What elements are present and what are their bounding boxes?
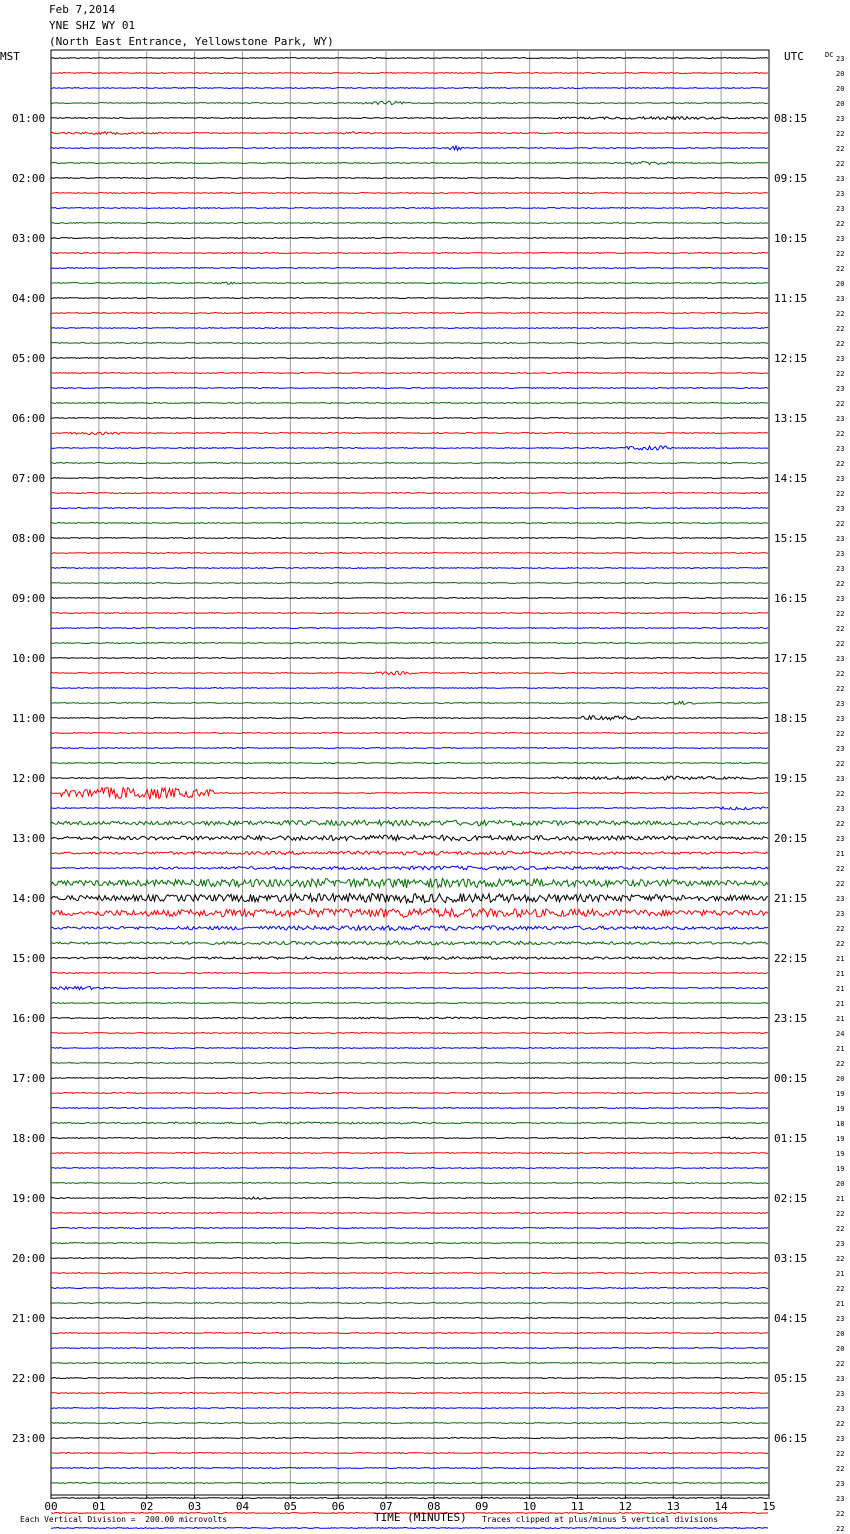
dc-value: 21 <box>836 1000 845 1008</box>
right-hour-label: 17:15 <box>774 652 808 665</box>
trace-line <box>51 688 768 689</box>
x-tick-label: 02 <box>140 1500 154 1513</box>
right-hour-label: 11:15 <box>774 292 808 305</box>
dc-value: 22 <box>836 160 845 168</box>
x-tick-label: 00 <box>44 1500 58 1513</box>
trace-group <box>51 58 768 1534</box>
dc-value: 23 <box>836 595 845 603</box>
x-tick-label: 13 <box>666 1500 680 1513</box>
trace-line <box>51 193 768 194</box>
left-hour-label: 14:00 <box>12 892 46 905</box>
dc-value: 23 <box>836 1480 845 1488</box>
dc-value: 23 <box>836 715 845 723</box>
right-timezone-label: UTC <box>784 50 804 63</box>
scale-note: Each Vertical Division = 200.00 microvolts <box>20 1515 228 1524</box>
trace-line <box>51 1318 768 1319</box>
trace-line <box>51 58 768 59</box>
dc-value: 20 <box>836 85 845 93</box>
dc-value: 22 <box>836 1060 845 1068</box>
dc-label: DC <box>825 51 834 59</box>
x-axis-title: TIME (MINUTES) <box>374 1511 467 1524</box>
right-hour-label: 05:15 <box>774 1372 808 1385</box>
dc-value: 20 <box>836 280 845 288</box>
dc-value: 23 <box>836 775 845 783</box>
right-hour-label: 16:15 <box>774 592 808 605</box>
trace-line <box>51 418 768 419</box>
x-tick-label: 14 <box>714 1500 728 1513</box>
right-hour-label: 06:15 <box>774 1432 808 1445</box>
plot-grid <box>51 50 769 1495</box>
trace-line <box>51 268 768 269</box>
dc-value: 18 <box>836 1120 845 1128</box>
trace-line <box>51 1363 768 1364</box>
dc-value: 19 <box>836 1135 845 1143</box>
trace-line <box>51 1258 768 1259</box>
dc-value: 22 <box>836 1225 845 1233</box>
trace-line <box>51 1348 768 1349</box>
dc-value: 22 <box>836 220 845 228</box>
trace-line <box>51 1093 768 1094</box>
dc-value: 22 <box>836 880 845 888</box>
dc-value: 22 <box>836 340 845 348</box>
dc-value: 23 <box>836 190 845 198</box>
dc-value: 21 <box>836 1300 845 1308</box>
trace-line <box>51 908 768 918</box>
trace-line <box>51 1438 768 1439</box>
left-hour-label: 21:00 <box>12 1312 46 1325</box>
left-hour-label: 05:00 <box>12 352 46 365</box>
dc-value: 19 <box>836 1165 845 1173</box>
dc-value: 23 <box>836 655 845 663</box>
dc-value: 21 <box>836 1045 845 1053</box>
dc-value: 23 <box>836 475 845 483</box>
dc-value: 23 <box>836 1405 845 1413</box>
trace-line <box>51 1333 768 1334</box>
dc-value: 22 <box>836 130 845 138</box>
dc-value: 22 <box>836 1210 845 1218</box>
right-hour-label: 22:15 <box>774 952 808 965</box>
dc-value: 23 <box>836 565 845 573</box>
trace-line <box>51 807 768 810</box>
dc-value: 23 <box>836 415 845 423</box>
trace-line <box>51 162 768 165</box>
dc-value: 22 <box>836 400 845 408</box>
dc-value: 23 <box>836 1390 845 1398</box>
dc-value: 23 <box>836 835 845 843</box>
trace-line <box>51 851 768 855</box>
dc-value: 23 <box>836 505 845 513</box>
trace-line <box>51 788 768 800</box>
trace-line <box>51 671 768 675</box>
left-hour-label: 13:00 <box>12 832 46 845</box>
left-hour-label: 22:00 <box>12 1372 46 1385</box>
trace-line <box>51 223 768 224</box>
right-hour-label: 23:15 <box>774 1012 808 1025</box>
left-hour-label: 16:00 <box>12 1012 46 1025</box>
trace-line <box>51 101 768 104</box>
dc-value: 22 <box>836 430 845 438</box>
trace-line <box>51 1273 768 1274</box>
trace-line <box>51 1423 768 1424</box>
trace-line <box>51 1408 768 1409</box>
x-tick-label: 09 <box>475 1500 489 1513</box>
trace-line <box>51 208 768 209</box>
right-hour-label: 00:15 <box>774 1072 808 1085</box>
trace-line <box>51 253 768 254</box>
left-hour-label: 09:00 <box>12 592 46 605</box>
dc-value: 22 <box>836 940 845 948</box>
header-date: Feb 7,2014 <box>49 3 116 16</box>
dc-value: 23 <box>836 700 845 708</box>
dc-value: 22 <box>836 1510 845 1518</box>
left-hour-label: 20:00 <box>12 1252 46 1265</box>
trace-line <box>51 553 768 554</box>
left-hour-label: 07:00 <box>12 472 46 485</box>
trace-line <box>51 820 768 826</box>
trace-line <box>51 658 768 659</box>
x-tick-label: 11 <box>570 1500 585 1513</box>
dc-value: 22 <box>836 760 845 768</box>
dc-value: 23 <box>836 895 845 903</box>
dc-value: 22 <box>836 250 845 258</box>
trace-line <box>51 1197 768 1199</box>
dc-value: 22 <box>836 145 845 153</box>
right-hour-label: 08:15 <box>774 112 808 125</box>
trace-line <box>51 493 768 494</box>
trace-line <box>51 986 768 989</box>
dc-value: 22 <box>836 640 845 648</box>
trace-line <box>51 1288 768 1289</box>
dc-value: 19 <box>836 1090 845 1098</box>
left-hour-label: 17:00 <box>12 1072 46 1085</box>
dc-value: 22 <box>836 1450 845 1458</box>
dc-value: 23 <box>836 1240 845 1248</box>
dc-value: 24 <box>836 1030 845 1038</box>
clip-note: Traces clipped at plus/minus 5 vertical divisions <box>482 1515 719 1524</box>
dc-value: 22 <box>836 1525 845 1533</box>
trace-line <box>51 893 768 903</box>
dc-value: 21 <box>836 1015 845 1023</box>
right-hour-label: 19:15 <box>774 772 808 785</box>
right-hour-label: 04:15 <box>774 1312 808 1325</box>
x-tick-label: 05 <box>283 1500 297 1513</box>
trace-line <box>51 1137 768 1139</box>
trace-line <box>51 1063 768 1064</box>
header-location: (North East Entrance, Yellowstone Park, WY) <box>49 35 334 48</box>
dc-value: 23 <box>836 535 845 543</box>
left-hour-label: 15:00 <box>12 952 46 965</box>
left-hour-label: 03:00 <box>12 232 46 245</box>
trace-line <box>51 1528 768 1529</box>
trace-line <box>51 1498 768 1499</box>
trace-line <box>51 1078 768 1079</box>
trace-line <box>51 598 768 599</box>
trace-line <box>51 538 768 539</box>
trace-line <box>51 701 768 704</box>
trace-line <box>51 117 768 120</box>
dc-value: 21 <box>836 850 845 858</box>
dc-value: 22 <box>836 580 845 588</box>
right-hour-label: 10:15 <box>774 232 808 245</box>
dc-value: 22 <box>836 820 845 828</box>
dc-value: 21 <box>836 985 845 993</box>
dc-value: 19 <box>836 1150 845 1158</box>
left-timezone-label: MST <box>0 50 20 63</box>
x-tick-label: 08 <box>427 1500 441 1513</box>
trace-line <box>51 328 768 329</box>
left-hour-label: 23:00 <box>12 1432 46 1445</box>
trace-line <box>51 1393 768 1394</box>
trace-line <box>51 1033 768 1034</box>
trace-line <box>51 388 768 389</box>
dc-value: 22 <box>836 790 845 798</box>
left-hour-label: 06:00 <box>12 412 46 425</box>
dc-value: 22 <box>836 490 845 498</box>
dc-value: 22 <box>836 685 845 693</box>
trace-line <box>51 1483 768 1484</box>
trace-line <box>51 478 768 479</box>
dc-value: 21 <box>836 1195 845 1203</box>
left-hour-label: 02:00 <box>12 172 46 185</box>
trace-line <box>51 73 768 74</box>
dc-value: 22 <box>836 1255 845 1263</box>
trace-line <box>51 1183 768 1184</box>
x-tick-label: 12 <box>618 1500 633 1513</box>
left-hour-label: 18:00 <box>12 1132 46 1145</box>
trace-line <box>51 282 768 284</box>
trace-line <box>51 973 768 974</box>
dc-value: 22 <box>836 925 845 933</box>
trace-line <box>51 628 768 629</box>
dc-value: 23 <box>836 745 845 753</box>
trace-line <box>51 748 768 749</box>
trace-line <box>51 1017 768 1019</box>
trace-line <box>51 613 768 614</box>
dc-value: 22 <box>836 1285 845 1293</box>
x-tick-label: 06 <box>331 1500 345 1513</box>
dc-value: 23 <box>836 1315 845 1323</box>
dc-value: 22 <box>836 460 845 468</box>
right-hour-label: 20:15 <box>774 832 808 845</box>
dc-value: 22 <box>836 325 845 333</box>
trace-line <box>51 776 768 780</box>
dc-value: 20 <box>836 100 845 108</box>
trace-line <box>51 1003 768 1004</box>
trace-line <box>51 523 768 524</box>
right-hour-label: 14:15 <box>774 472 808 485</box>
dc-value: 22 <box>836 730 845 738</box>
trace-line <box>51 1468 768 1469</box>
right-hour-label: 15:15 <box>774 532 808 545</box>
dc-value: 23 <box>836 910 845 918</box>
trace-line <box>51 1243 768 1244</box>
trace-line <box>51 403 768 404</box>
dc-value: 23 <box>836 805 845 813</box>
right-hour-label: 21:15 <box>774 892 808 905</box>
dc-value: 20 <box>836 1330 845 1338</box>
left-hour-label: 01:00 <box>12 112 46 125</box>
dc-value: 23 <box>836 550 845 558</box>
trace-line <box>51 1153 768 1154</box>
right-hour-label: 02:15 <box>774 1192 808 1205</box>
dc-value: 23 <box>836 115 845 123</box>
left-hour-label: 10:00 <box>12 652 46 665</box>
trace-line <box>51 298 768 299</box>
dc-value: 22 <box>836 865 845 873</box>
trace-line <box>51 508 768 509</box>
trace-line <box>51 1213 768 1214</box>
trace-line <box>51 866 768 870</box>
left-hour-labels <box>12 112 45 1445</box>
dc-value: 22 <box>836 670 845 678</box>
trace-line <box>51 835 768 841</box>
dc-value: 22 <box>836 265 845 273</box>
trace-line <box>51 178 768 179</box>
left-hour-label: 11:00 <box>12 712 46 725</box>
trace-line <box>51 733 768 734</box>
trace-line <box>51 879 768 888</box>
trace-line <box>51 238 768 239</box>
right-hour-label: 03:15 <box>774 1252 808 1265</box>
dc-value: 23 <box>836 1495 845 1503</box>
trace-line <box>51 1122 768 1124</box>
trace-line <box>51 463 768 464</box>
dc-value: 20 <box>836 1180 845 1188</box>
dc-value: 23 <box>836 355 845 363</box>
dc-value: 23 <box>836 1435 845 1443</box>
left-hour-label: 19:00 <box>12 1192 46 1205</box>
header-station: YNE SHZ WY 01 <box>49 19 136 32</box>
right-hour-label: 09:15 <box>774 172 808 185</box>
plot-frame <box>51 50 769 1495</box>
trace-line <box>51 88 768 89</box>
trace-line <box>51 432 768 434</box>
trace-line <box>51 716 768 720</box>
dc-value: 21 <box>836 955 845 963</box>
x-tick-label: 01 <box>92 1500 106 1513</box>
dc-value: 23 <box>836 295 845 303</box>
x-tick-label: 03 <box>187 1500 202 1513</box>
dc-value: 21 <box>836 1270 845 1278</box>
trace-line <box>51 313 768 314</box>
dc-value: 20 <box>836 1345 845 1353</box>
dc-value: 23 <box>836 445 845 453</box>
dc-value: 22 <box>836 310 845 318</box>
trace-line <box>51 1108 768 1109</box>
trace-line <box>51 1453 768 1454</box>
trace-line <box>51 358 768 359</box>
dc-value: 23 <box>836 205 845 213</box>
dc-value: 22 <box>836 1420 845 1428</box>
dc-value: 19 <box>836 1105 845 1113</box>
x-tick-label: 04 <box>235 1500 250 1513</box>
trace-line <box>51 926 768 931</box>
trace-line <box>51 941 768 945</box>
x-tick-label: 15 <box>762 1500 776 1513</box>
left-hour-label: 12:00 <box>12 772 46 785</box>
right-hour-labels <box>774 112 807 1445</box>
dc-value: 23 <box>836 385 845 393</box>
trace-line <box>51 132 768 135</box>
trace-line <box>51 957 768 960</box>
trace-line <box>51 1378 768 1379</box>
trace-line <box>51 1168 768 1169</box>
trace-line <box>51 373 768 374</box>
dc-value: 22 <box>836 625 845 633</box>
trace-line <box>51 763 768 764</box>
left-hour-label: 08:00 <box>12 532 46 545</box>
right-hour-label: 13:15 <box>774 412 808 425</box>
trace-line <box>51 1048 768 1049</box>
trace-line <box>51 583 768 584</box>
x-tick-label: 07 <box>379 1500 393 1513</box>
trace-line <box>51 1303 768 1304</box>
trace-line <box>51 568 768 569</box>
dc-value: 22 <box>836 610 845 618</box>
dc-value: 23 <box>836 55 845 63</box>
x-tick-label: 10 <box>523 1500 537 1513</box>
dc-value: 22 <box>836 520 845 528</box>
right-hour-label: 01:15 <box>774 1132 808 1145</box>
dc-value-labels <box>836 55 844 1534</box>
trace-line <box>51 446 768 450</box>
right-hour-label: 18:15 <box>774 712 808 725</box>
dc-value: 21 <box>836 970 845 978</box>
dc-value: 20 <box>836 1075 845 1083</box>
trace-line <box>51 146 768 150</box>
dc-value: 23 <box>836 175 845 183</box>
dc-value: 23 <box>836 235 845 243</box>
trace-line <box>51 343 768 344</box>
trace-line <box>51 643 768 644</box>
dc-value: 20 <box>836 70 845 78</box>
right-hour-label: 12:15 <box>774 352 808 365</box>
dc-value: 23 <box>836 1375 845 1383</box>
dc-value: 22 <box>836 1360 845 1368</box>
trace-line <box>51 1228 768 1229</box>
dc-value: 22 <box>836 1465 845 1473</box>
left-hour-label: 04:00 <box>12 292 46 305</box>
dc-value: 22 <box>836 370 845 378</box>
